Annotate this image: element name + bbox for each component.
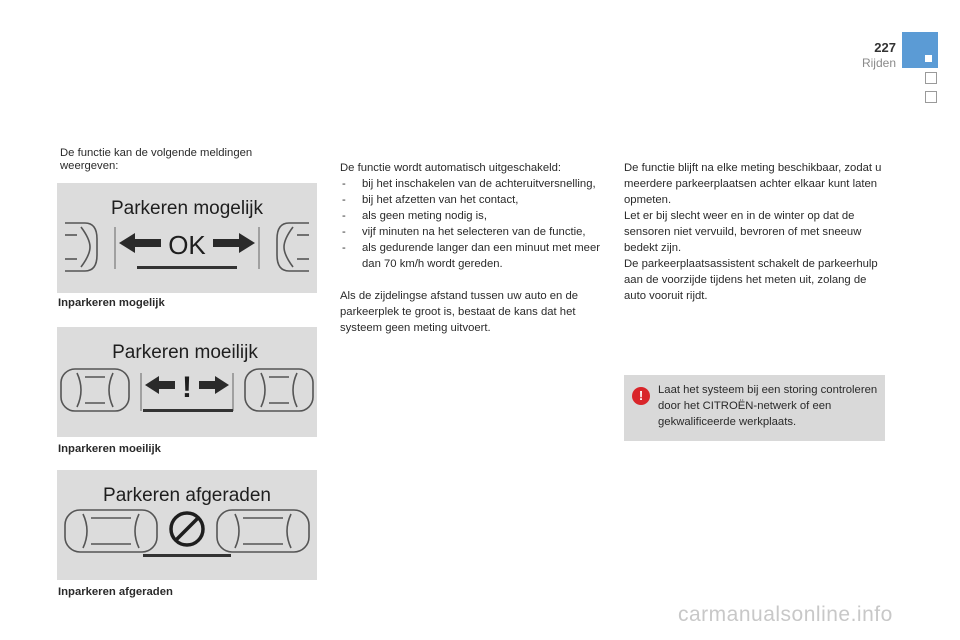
chapter-tab-empty-2[interactable] <box>925 91 937 103</box>
paragraph: De parkeerplaatsassistent schakelt de parkeerhulp aan de voorzijde tijdens het meten uit, zolang de auto vooruit rijdt. <box>624 258 878 302</box>
list-item: - als gedurende langer dan een minuut met meer dan 70 km/h wordt gereden. <box>340 240 608 272</box>
distance-note: Als de zijdelingse afstand tussen uw auto en de parkeerplek te groot is, bestaat de kans dat het systeem geen meting uitvoert. <box>340 290 579 334</box>
panel-title: Parkeren afgeraden <box>103 485 271 506</box>
chapter-tab-empty-1[interactable] <box>925 72 937 84</box>
section-title: Rijden <box>861 56 896 70</box>
prohibited-icon <box>171 513 203 545</box>
display-panel-possible <box>57 183 317 293</box>
warning-text: Laat het systeem bij een storing controleren door het CITROËN-netwerk of een gekwalificeerde werkplaats. <box>658 384 878 428</box>
intro-text: De functie kan de volgende meldingen weergeven: <box>60 147 253 172</box>
car-right-icon <box>217 510 309 552</box>
page-number: 227 <box>874 40 896 55</box>
warning-symbol: ! <box>182 371 192 404</box>
deactivation-section <box>340 160 608 336</box>
paragraph: Let er bij slecht weer en in de winter op dat de sensoren niet vervuild, bevroren of met sneeuw bedekt zijn. <box>624 210 862 254</box>
chapter-tab[interactable] <box>902 32 938 68</box>
car-left-icon <box>61 369 129 411</box>
panel-title: Parkeren mogelijk <box>110 198 264 219</box>
arrow-right-icon <box>199 376 229 394</box>
caption-not-advised: Inparkeren afgeraden <box>58 586 173 598</box>
chapter-tab-marker <box>925 55 932 62</box>
caption-difficult: Inparkeren moeilijk <box>58 443 161 455</box>
arrow-left-icon <box>119 233 161 253</box>
deactivation-list <box>340 176 608 272</box>
paragraph: De functie blijft na elke meting beschikbaar, zodat u meerdere parkeerplaatsen achter elkaar kunt laten opmeten. <box>624 162 882 206</box>
exclamation-icon: ! <box>632 387 650 405</box>
watermark: carmanualsonline.info <box>678 603 893 626</box>
car-right-icon <box>277 223 309 271</box>
car-left-icon <box>65 510 157 552</box>
car-right-icon <box>245 369 313 411</box>
car-left-icon <box>65 223 97 271</box>
ok-symbol: OK <box>168 230 206 260</box>
availability-section <box>624 160 890 304</box>
caption-possible: Inparkeren mogelijk <box>58 297 165 309</box>
display-panel-difficult <box>57 327 317 437</box>
warning-box <box>624 375 885 441</box>
arrow-right-icon <box>213 233 255 253</box>
deactivation-intro: De functie wordt automatisch uitgeschakeld: <box>340 162 562 174</box>
panel-title: Parkeren moeilijk <box>112 342 258 363</box>
display-panel-not-advised <box>57 470 317 580</box>
arrow-left-icon <box>145 376 175 394</box>
list-item: - bij het inschakelen van de achteruitversnelling, <box>340 176 608 192</box>
list-item: - vijf minuten na het selecteren van de functie, <box>340 224 608 240</box>
list-item: - bij het afzetten van het contact, <box>340 192 608 208</box>
list-item: - als geen meting nodig is, <box>340 208 608 224</box>
